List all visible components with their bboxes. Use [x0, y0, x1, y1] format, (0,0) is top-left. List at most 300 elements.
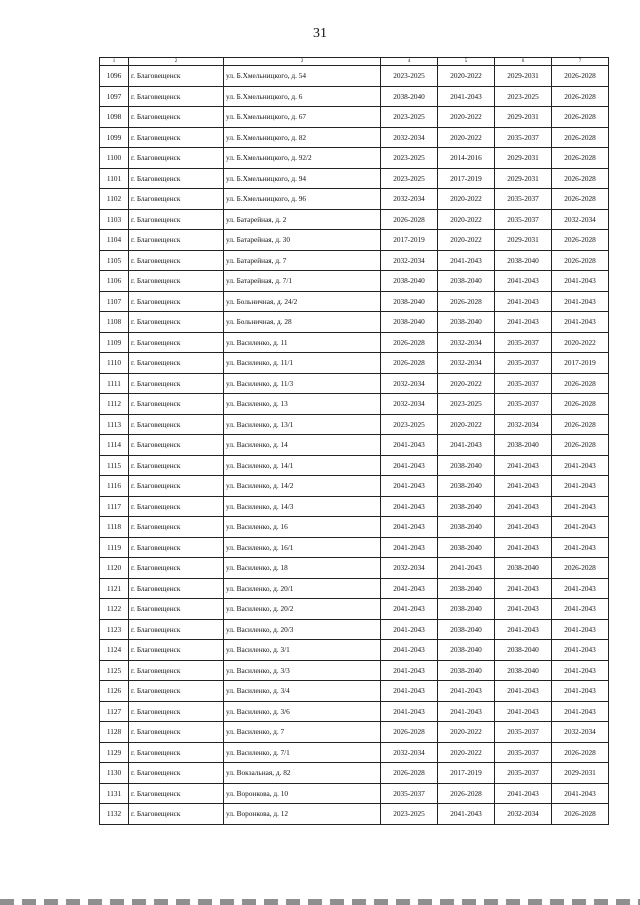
table-row	[100, 353, 609, 374]
table-row	[100, 660, 609, 681]
city-cell: г. Благовещенск	[129, 66, 224, 87]
period-col6-cell: 2041-2043	[495, 455, 552, 476]
address-cell: ул. Батарейная, д. 30	[224, 230, 381, 251]
period-col6-cell: 2041-2043	[495, 517, 552, 538]
address-cell: ул. Василенко, д. 3/4	[224, 681, 381, 702]
table-row	[100, 332, 609, 353]
period-col6-cell: 2041-2043	[495, 537, 552, 558]
period-col7-cell: 2041-2043	[552, 537, 609, 558]
period-col4-cell: 2032-2034	[381, 558, 438, 579]
table-row	[100, 763, 609, 784]
row-number: 1115	[100, 455, 129, 476]
city-cell: г. Благовещенск	[129, 148, 224, 169]
period-col4-cell: 2023-2025	[381, 168, 438, 189]
period-col5-cell: 2017-2019	[438, 168, 495, 189]
address-cell: ул. Василенко, д. 11/3	[224, 373, 381, 394]
period-col7-cell: 2041-2043	[552, 271, 609, 292]
city-cell: г. Благовещенск	[129, 291, 224, 312]
row-number: 1130	[100, 763, 129, 784]
period-col7-cell: 2026-2028	[552, 86, 609, 107]
row-number: 1102	[100, 189, 129, 210]
address-cell: ул. Василенко, д. 3/6	[224, 701, 381, 722]
table-row	[100, 86, 609, 107]
city-cell: г. Благовещенск	[129, 640, 224, 661]
period-col5-cell: 2026-2028	[438, 783, 495, 804]
period-col6-cell: 2041-2043	[495, 476, 552, 497]
period-col7-cell: 2026-2028	[552, 66, 609, 87]
row-number: 1125	[100, 660, 129, 681]
period-col4-cell: 2026-2028	[381, 209, 438, 230]
address-cell: ул. Василенко, д. 18	[224, 558, 381, 579]
row-number: 1126	[100, 681, 129, 702]
table-row	[100, 250, 609, 271]
period-col6-cell: 2035-2037	[495, 722, 552, 743]
row-number: 1116	[100, 476, 129, 497]
period-col7-cell: 2026-2028	[552, 189, 609, 210]
table-row	[100, 107, 609, 128]
row-number: 1104	[100, 230, 129, 251]
address-cell: ул. Василенко, д. 16	[224, 517, 381, 538]
period-col4-cell: 2041-2043	[381, 476, 438, 497]
city-cell: г. Благовещенск	[129, 681, 224, 702]
period-col5-cell: 2020-2022	[438, 230, 495, 251]
city-cell: г. Благовещенск	[129, 783, 224, 804]
row-number: 1113	[100, 414, 129, 435]
address-cell: ул. Б.Хмельницкого, д. 94	[224, 168, 381, 189]
table-row	[100, 476, 609, 497]
city-cell: г. Благовещенск	[129, 353, 224, 374]
period-col5-cell: 2038-2040	[438, 640, 495, 661]
period-col7-cell: 2026-2028	[552, 250, 609, 271]
period-col6-cell: 2023-2025	[495, 86, 552, 107]
period-col5-cell: 2038-2040	[438, 578, 495, 599]
city-cell: г. Благовещенск	[129, 332, 224, 353]
table-row	[100, 414, 609, 435]
period-col5-cell: 2038-2040	[438, 517, 495, 538]
period-col6-cell: 2035-2037	[495, 373, 552, 394]
period-col6-cell: 2035-2037	[495, 209, 552, 230]
address-cell: ул. Василенко, д. 11/1	[224, 353, 381, 374]
city-cell: г. Благовещенск	[129, 496, 224, 517]
period-col7-cell: 2041-2043	[552, 312, 609, 333]
city-cell: г. Благовещенск	[129, 537, 224, 558]
period-col6-cell: 2029-2031	[495, 230, 552, 251]
period-col7-cell: 2041-2043	[552, 517, 609, 538]
column-number: 6	[495, 58, 552, 66]
period-col4-cell: 2041-2043	[381, 599, 438, 620]
address-cell: ул. Воронкова, д. 12	[224, 804, 381, 825]
period-col6-cell: 2035-2037	[495, 332, 552, 353]
period-col4-cell: 2023-2025	[381, 66, 438, 87]
period-col6-cell: 2032-2034	[495, 414, 552, 435]
period-col7-cell: 2026-2028	[552, 107, 609, 128]
period-col7-cell: 2032-2034	[552, 722, 609, 743]
period-col7-cell: 2041-2043	[552, 578, 609, 599]
table-row	[100, 127, 609, 148]
row-number: 1109	[100, 332, 129, 353]
period-col7-cell: 2041-2043	[552, 291, 609, 312]
period-col6-cell: 2035-2037	[495, 127, 552, 148]
period-col6-cell: 2035-2037	[495, 742, 552, 763]
row-number: 1131	[100, 783, 129, 804]
period-col6-cell: 2035-2037	[495, 189, 552, 210]
table-row	[100, 66, 609, 87]
period-col5-cell: 2020-2022	[438, 209, 495, 230]
scan-edge-artifact	[0, 899, 640, 905]
column-number: 5	[438, 58, 495, 66]
city-cell: г. Благовещенск	[129, 578, 224, 599]
address-cell: ул. Батарейная, д. 7	[224, 250, 381, 271]
period-col4-cell: 2041-2043	[381, 681, 438, 702]
table-row	[100, 148, 609, 169]
page-number: 31	[313, 26, 327, 41]
city-cell: г. Благовещенск	[129, 599, 224, 620]
period-col6-cell: 2038-2040	[495, 558, 552, 579]
period-col5-cell: 2041-2043	[438, 250, 495, 271]
table-row	[100, 681, 609, 702]
period-col4-cell: 2038-2040	[381, 271, 438, 292]
period-col7-cell: 2029-2031	[552, 763, 609, 784]
period-col6-cell: 2035-2037	[495, 763, 552, 784]
row-number: 1121	[100, 578, 129, 599]
table-row	[100, 435, 609, 456]
city-cell: г. Благовещенск	[129, 701, 224, 722]
housing-schedule-table	[99, 57, 609, 825]
table-row	[100, 537, 609, 558]
table-row	[100, 619, 609, 640]
period-col4-cell: 2023-2025	[381, 804, 438, 825]
address-cell: ул. Василенко, д. 20/3	[224, 619, 381, 640]
row-number: 1132	[100, 804, 129, 825]
period-col6-cell: 2041-2043	[495, 496, 552, 517]
row-number: 1120	[100, 558, 129, 579]
row-number: 1112	[100, 394, 129, 415]
period-col5-cell: 2038-2040	[438, 312, 495, 333]
period-col4-cell: 2023-2025	[381, 107, 438, 128]
table-row	[100, 578, 609, 599]
period-col5-cell: 2038-2040	[438, 660, 495, 681]
address-cell: ул. Батарейная, д. 2	[224, 209, 381, 230]
period-col5-cell: 2041-2043	[438, 86, 495, 107]
period-col5-cell: 2023-2025	[438, 394, 495, 415]
address-cell: ул. Б.Хмельницкого, д. 96	[224, 189, 381, 210]
period-col4-cell: 2038-2040	[381, 291, 438, 312]
period-col5-cell: 2017-2019	[438, 763, 495, 784]
period-col7-cell: 2041-2043	[552, 619, 609, 640]
table-row	[100, 496, 609, 517]
address-cell: ул. Вокзальная, д. 82	[224, 763, 381, 784]
period-col7-cell: 2026-2028	[552, 414, 609, 435]
row-number: 1114	[100, 435, 129, 456]
city-cell: г. Благовещенск	[129, 435, 224, 456]
address-cell: ул. Больничная, д. 24/2	[224, 291, 381, 312]
city-cell: г. Благовещенск	[129, 107, 224, 128]
period-col6-cell: 2038-2040	[495, 250, 552, 271]
period-col5-cell: 2038-2040	[438, 476, 495, 497]
row-number: 1101	[100, 168, 129, 189]
city-cell: г. Благовещенск	[129, 373, 224, 394]
address-cell: ул. Б.Хмельницкого, д. 54	[224, 66, 381, 87]
address-cell: ул. Василенко, д. 7/1	[224, 742, 381, 763]
period-col4-cell: 2026-2028	[381, 722, 438, 743]
city-cell: г. Благовещенск	[129, 271, 224, 292]
period-col5-cell: 2020-2022	[438, 722, 495, 743]
address-cell: ул. Василенко, д. 14/3	[224, 496, 381, 517]
period-col6-cell: 2038-2040	[495, 435, 552, 456]
city-cell: г. Благовещенск	[129, 742, 224, 763]
period-col4-cell: 2041-2043	[381, 496, 438, 517]
period-col4-cell: 2041-2043	[381, 435, 438, 456]
row-number: 1128	[100, 722, 129, 743]
period-col6-cell: 2041-2043	[495, 599, 552, 620]
column-number: 4	[381, 58, 438, 66]
table-row	[100, 394, 609, 415]
period-col7-cell: 2020-2022	[552, 332, 609, 353]
period-col5-cell: 2038-2040	[438, 537, 495, 558]
period-col6-cell: 2038-2040	[495, 660, 552, 681]
period-col4-cell: 2023-2025	[381, 414, 438, 435]
period-col7-cell: 2041-2043	[552, 496, 609, 517]
column-number-row	[100, 58, 609, 66]
row-number: 1098	[100, 107, 129, 128]
address-cell: ул. Василенко, д. 20/1	[224, 578, 381, 599]
period-col4-cell: 2041-2043	[381, 517, 438, 538]
column-number: 2	[129, 58, 224, 66]
period-col4-cell: 2041-2043	[381, 578, 438, 599]
period-col7-cell: 2026-2028	[552, 435, 609, 456]
address-cell: ул. Б.Хмельницкого, д. 67	[224, 107, 381, 128]
period-col6-cell: 2035-2037	[495, 353, 552, 374]
table-row	[100, 742, 609, 763]
table-row	[100, 599, 609, 620]
row-number: 1110	[100, 353, 129, 374]
row-number: 1108	[100, 312, 129, 333]
period-col5-cell: 2041-2043	[438, 435, 495, 456]
table-row	[100, 558, 609, 579]
row-number: 1119	[100, 537, 129, 558]
period-col7-cell: 2041-2043	[552, 783, 609, 804]
table-row	[100, 312, 609, 333]
period-col4-cell: 2026-2028	[381, 332, 438, 353]
row-number: 1106	[100, 271, 129, 292]
period-col4-cell: 2041-2043	[381, 701, 438, 722]
period-col7-cell: 2026-2028	[552, 127, 609, 148]
period-col7-cell: 2026-2028	[552, 148, 609, 169]
period-col5-cell: 2041-2043	[438, 701, 495, 722]
row-number: 1117	[100, 496, 129, 517]
table-row	[100, 722, 609, 743]
period-col6-cell: 2041-2043	[495, 619, 552, 640]
city-cell: г. Благовещенск	[129, 312, 224, 333]
period-col5-cell: 2038-2040	[438, 496, 495, 517]
period-col4-cell: 2032-2034	[381, 189, 438, 210]
period-col5-cell: 2020-2022	[438, 127, 495, 148]
city-cell: г. Благовещенск	[129, 394, 224, 415]
table-row	[100, 291, 609, 312]
period-col7-cell: 2026-2028	[552, 373, 609, 394]
city-cell: г. Благовещенск	[129, 250, 224, 271]
period-col6-cell: 2041-2043	[495, 312, 552, 333]
period-col6-cell: 2029-2031	[495, 66, 552, 87]
address-cell: ул. Василенко, д. 7	[224, 722, 381, 743]
period-col6-cell: 2041-2043	[495, 291, 552, 312]
period-col5-cell: 2038-2040	[438, 271, 495, 292]
period-col6-cell: 2029-2031	[495, 148, 552, 169]
period-col6-cell: 2035-2037	[495, 394, 552, 415]
address-cell: ул. Б.Хмельницкого, д. 92/2	[224, 148, 381, 169]
period-col4-cell: 2032-2034	[381, 373, 438, 394]
period-col7-cell: 2041-2043	[552, 476, 609, 497]
address-cell: ул. Батарейная, д. 7/1	[224, 271, 381, 292]
period-col5-cell: 2038-2040	[438, 599, 495, 620]
address-cell: ул. Василенко, д. 3/1	[224, 640, 381, 661]
row-number: 1118	[100, 517, 129, 538]
period-col4-cell: 2041-2043	[381, 455, 438, 476]
period-col7-cell: 2026-2028	[552, 742, 609, 763]
period-col4-cell: 2041-2043	[381, 640, 438, 661]
table-row	[100, 209, 609, 230]
period-col5-cell: 2020-2022	[438, 66, 495, 87]
city-cell: г. Благовещенск	[129, 517, 224, 538]
row-number: 1127	[100, 701, 129, 722]
city-cell: г. Благовещенск	[129, 189, 224, 210]
city-cell: г. Благовещенск	[129, 455, 224, 476]
period-col6-cell: 2041-2043	[495, 578, 552, 599]
city-cell: г. Благовещенск	[129, 804, 224, 825]
city-cell: г. Благовещенск	[129, 660, 224, 681]
period-col7-cell: 2026-2028	[552, 394, 609, 415]
period-col7-cell: 2017-2019	[552, 353, 609, 374]
row-number: 1105	[100, 250, 129, 271]
table-row	[100, 701, 609, 722]
period-col4-cell: 2032-2034	[381, 250, 438, 271]
table-body	[100, 58, 609, 825]
period-col6-cell: 2029-2031	[495, 107, 552, 128]
period-col6-cell: 2029-2031	[495, 168, 552, 189]
period-col5-cell: 2038-2040	[438, 455, 495, 476]
column-number: 3	[224, 58, 381, 66]
period-col4-cell: 2026-2028	[381, 353, 438, 374]
address-cell: ул. Василенко, д. 3/3	[224, 660, 381, 681]
city-cell: г. Благовещенск	[129, 168, 224, 189]
row-number: 1096	[100, 66, 129, 87]
period-col7-cell: 2026-2028	[552, 804, 609, 825]
period-col4-cell: 2032-2034	[381, 742, 438, 763]
address-cell: ул. Василенко, д. 16/1	[224, 537, 381, 558]
period-col6-cell: 2041-2043	[495, 271, 552, 292]
period-col7-cell: 2041-2043	[552, 640, 609, 661]
table-row	[100, 455, 609, 476]
city-cell: г. Благовещенск	[129, 763, 224, 784]
period-col4-cell: 2026-2028	[381, 763, 438, 784]
address-cell: ул. Воронкова, д. 10	[224, 783, 381, 804]
period-col4-cell: 2038-2040	[381, 312, 438, 333]
row-number: 1097	[100, 86, 129, 107]
row-number: 1103	[100, 209, 129, 230]
row-number: 1100	[100, 148, 129, 169]
period-col7-cell: 2032-2034	[552, 209, 609, 230]
period-col7-cell: 2026-2028	[552, 230, 609, 251]
period-col4-cell: 2032-2034	[381, 127, 438, 148]
table-row	[100, 168, 609, 189]
period-col7-cell: 2026-2028	[552, 558, 609, 579]
period-col6-cell: 2041-2043	[495, 701, 552, 722]
address-cell: ул. Василенко, д. 14	[224, 435, 381, 456]
column-number: 1	[100, 58, 129, 66]
period-col4-cell: 2017-2019	[381, 230, 438, 251]
period-col4-cell: 2035-2037	[381, 783, 438, 804]
city-cell: г. Благовещенск	[129, 127, 224, 148]
period-col5-cell: 2032-2034	[438, 353, 495, 374]
period-col5-cell: 2038-2040	[438, 619, 495, 640]
period-col7-cell: 2041-2043	[552, 701, 609, 722]
period-col5-cell: 2032-2034	[438, 332, 495, 353]
city-cell: г. Благовещенск	[129, 558, 224, 579]
table-row	[100, 517, 609, 538]
city-cell: г. Благовещенск	[129, 209, 224, 230]
period-col7-cell: 2041-2043	[552, 660, 609, 681]
address-cell: ул. Больничная, д. 28	[224, 312, 381, 333]
address-cell: ул. Василенко, д. 13	[224, 394, 381, 415]
period-col4-cell: 2041-2043	[381, 660, 438, 681]
table-row	[100, 189, 609, 210]
city-cell: г. Благовещенск	[129, 619, 224, 640]
period-col7-cell: 2041-2043	[552, 455, 609, 476]
address-cell: ул. Василенко, д. 11	[224, 332, 381, 353]
address-cell: ул. Василенко, д. 20/2	[224, 599, 381, 620]
period-col5-cell: 2041-2043	[438, 558, 495, 579]
period-col5-cell: 2014-2016	[438, 148, 495, 169]
period-col5-cell: 2020-2022	[438, 414, 495, 435]
period-col4-cell: 2038-2040	[381, 86, 438, 107]
table-row	[100, 230, 609, 251]
row-number: 1107	[100, 291, 129, 312]
period-col4-cell: 2023-2025	[381, 148, 438, 169]
row-number: 1099	[100, 127, 129, 148]
period-col7-cell: 2041-2043	[552, 681, 609, 702]
period-col5-cell: 2020-2022	[438, 373, 495, 394]
city-cell: г. Благовещенск	[129, 476, 224, 497]
period-col6-cell: 2038-2040	[495, 640, 552, 661]
period-col4-cell: 2032-2034	[381, 394, 438, 415]
period-col7-cell: 2026-2028	[552, 168, 609, 189]
address-cell: ул. Б.Хмельницкого, д. 82	[224, 127, 381, 148]
period-col4-cell: 2041-2043	[381, 537, 438, 558]
table-row	[100, 783, 609, 804]
row-number: 1129	[100, 742, 129, 763]
period-col5-cell: 2020-2022	[438, 742, 495, 763]
period-col5-cell: 2026-2028	[438, 291, 495, 312]
city-cell: г. Благовещенск	[129, 414, 224, 435]
table-row	[100, 804, 609, 825]
row-number: 1111	[100, 373, 129, 394]
address-cell: ул. Василенко, д. 14/2	[224, 476, 381, 497]
city-cell: г. Благовещенск	[129, 722, 224, 743]
address-cell: ул. Б.Хмельницкого, д. 6	[224, 86, 381, 107]
period-col5-cell: 2041-2043	[438, 804, 495, 825]
city-cell: г. Благовещенск	[129, 86, 224, 107]
period-col7-cell: 2041-2043	[552, 599, 609, 620]
row-number: 1123	[100, 619, 129, 640]
period-col4-cell: 2041-2043	[381, 619, 438, 640]
city-cell: г. Благовещенск	[129, 230, 224, 251]
column-number: 7	[552, 58, 609, 66]
address-cell: ул. Василенко, д. 13/1	[224, 414, 381, 435]
table-row	[100, 640, 609, 661]
period-col5-cell: 2041-2043	[438, 681, 495, 702]
period-col6-cell: 2041-2043	[495, 783, 552, 804]
row-number: 1122	[100, 599, 129, 620]
